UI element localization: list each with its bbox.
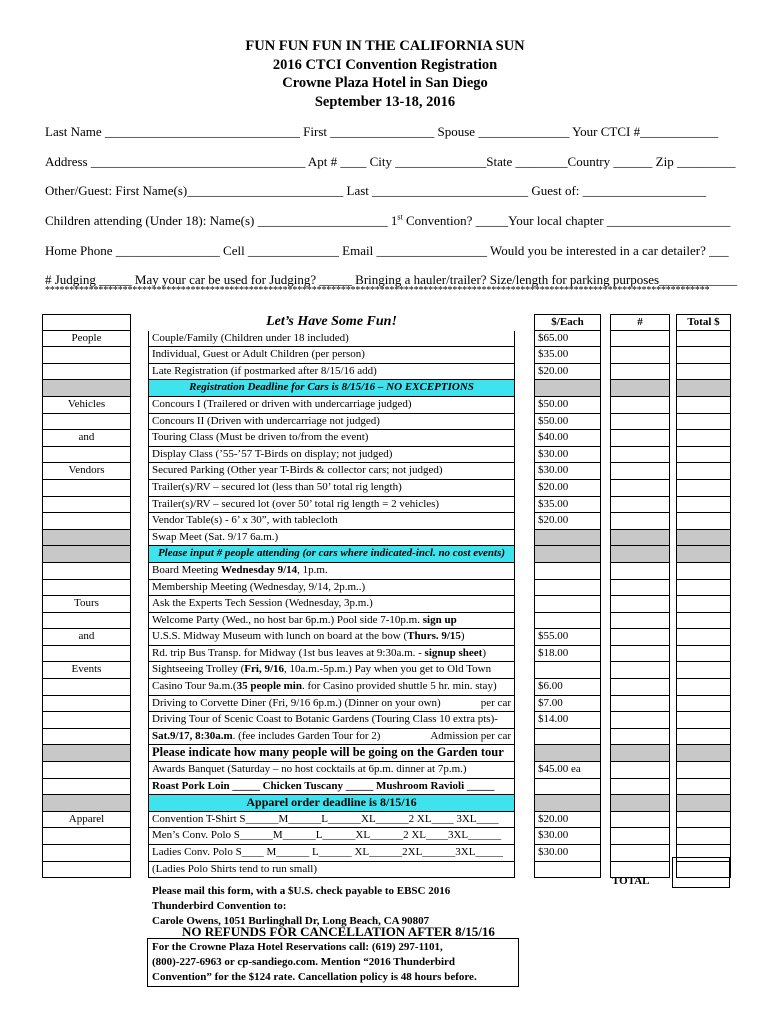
category-column [42, 314, 131, 878]
item-emphasis: Fri, 9/16 [244, 663, 285, 676]
price-cell: $30.00 [534, 463, 601, 480]
total-cell[interactable] [676, 729, 731, 746]
mail-instructions [152, 884, 450, 929]
category-cell [42, 613, 131, 630]
item-row [148, 812, 515, 829]
total-cell[interactable] [676, 712, 731, 729]
form-title [0, 37, 770, 111]
count-cell[interactable] [610, 596, 670, 613]
item-emphasis: Sat.9/17, 8:30a.m [152, 729, 233, 742]
item-text: Swap Meet (Sat. 9/17 6a.m.) [152, 530, 279, 543]
name-fields[interactable]: Last Name ______________________________ First ________________ Spouse ______________ Your CTCI #____________ [45, 124, 719, 139]
item-text: Welcome Party (Wed., no host bar 6p.m.) Pool side 7-10p.m. [152, 613, 423, 626]
price-cell [534, 613, 601, 630]
price-cell: $50.00 [534, 397, 601, 414]
item-text: Display Class (’55-’57 T-Birds on display; not judged) [152, 447, 393, 460]
total-cell[interactable] [676, 679, 731, 696]
category-cell [42, 414, 131, 431]
total-header: Total $ [676, 314, 731, 331]
count-cell[interactable] [610, 331, 670, 348]
count-cell[interactable] [610, 629, 670, 646]
item-row [148, 745, 515, 762]
count-cell[interactable] [610, 414, 670, 431]
category-cell: Vendors [42, 463, 131, 480]
price-cell [534, 546, 601, 563]
count-cell[interactable] [610, 779, 670, 796]
item-text: Ladies Conv. Polo S____ M______ L______ XL______2XL______3XL_____ [152, 846, 503, 858]
item-text-tail: ) [460, 630, 465, 643]
item-text: Couple/Family (Children under 18 included) [152, 331, 349, 344]
item-emphasis: signup sheet [424, 646, 483, 659]
table-heading: Let’s Have Some Fun! [266, 314, 397, 329]
item-row [148, 613, 515, 630]
item-text: Please input # people attending (or cars where indicated-incl. no cost events) [157, 547, 506, 560]
category-cell [42, 347, 131, 364]
category-cell [42, 447, 131, 464]
category-cell [42, 380, 131, 397]
item-row [148, 430, 515, 447]
item-text: Trailer(s)/RV – secured lot (less than 50’ total rig length) [152, 480, 402, 493]
item-row [148, 845, 515, 862]
guest-fields[interactable]: Other/Guest: First Name(s)________________________ Last ________________________ Guest of: ___________________ [45, 183, 707, 198]
count-column[interactable] [610, 314, 670, 878]
mail-line-2: Thunderbird Convention to: [152, 900, 287, 912]
description-column [148, 314, 515, 878]
address-fields[interactable]: Address _________________________________ Apt # ____ City ______________State ________Country ______ Zip _________ [45, 154, 736, 169]
no-refunds-notice: NO REFUNDS FOR CANCELLATION AFTER 8/15/16 [182, 924, 495, 939]
total-cell[interactable] [676, 447, 731, 464]
item-text: Awards Banquet (Saturday – no host cocktails at 6p.m. dinner at 7p.m.) [152, 763, 467, 776]
total-cell[interactable] [676, 397, 731, 414]
item-text-tail: ) [482, 646, 486, 659]
category-cell [42, 712, 131, 729]
total-cell[interactable] [676, 414, 731, 431]
total-cell[interactable] [676, 364, 731, 381]
item-row [148, 646, 515, 663]
total-cell[interactable] [676, 563, 731, 580]
title-line-3: Crowne Plaza Hotel in San Diego [282, 75, 488, 91]
count-cell[interactable] [610, 613, 670, 630]
price-column [534, 314, 601, 878]
item-text: Sightseeing Trolley ( [152, 663, 245, 676]
item-row [148, 696, 515, 713]
count-cell[interactable] [610, 347, 670, 364]
total-cell[interactable] [676, 828, 731, 845]
item-text: Individual, Guest or Adult Children (per person) [152, 348, 365, 361]
price-cell: $35.00 [534, 347, 601, 364]
item-emphasis: Thurs. 9/15 [407, 630, 461, 643]
category-cell: Apparel [42, 812, 131, 829]
item-text-tail: . (fee includes Garden Tour for 2) [232, 729, 381, 742]
category-cell [42, 828, 131, 845]
item-text: Please indicate how many people will be going on the Garden tour [152, 745, 504, 760]
count-cell[interactable] [610, 679, 670, 696]
item-row [148, 828, 515, 845]
title-line-1: FUN FUN FUN IN THE CALIFORNIA SUN [245, 38, 525, 54]
count-cell[interactable] [610, 513, 670, 530]
category-cell [42, 862, 131, 879]
total-cell[interactable] [676, 463, 731, 480]
item-row [148, 563, 515, 580]
total-cell[interactable] [676, 347, 731, 364]
item-row [148, 795, 515, 812]
total-cell[interactable] [676, 662, 731, 679]
item-row [148, 447, 515, 464]
category-cell: Tours [42, 596, 131, 613]
count-cell[interactable] [610, 828, 670, 845]
category-header-cell [42, 314, 131, 331]
category-cell [42, 480, 131, 497]
item-text: Men’s Conv. Polo S______M______L______XL______2 XL____3XL______ [152, 829, 502, 842]
price-cell [534, 580, 601, 597]
item-row [148, 580, 515, 597]
category-cell [42, 546, 131, 563]
price-cell: $65.00 [534, 331, 601, 348]
count-cell[interactable] [610, 364, 670, 381]
category-cell [42, 696, 131, 713]
category-cell [42, 679, 131, 696]
item-text: Driving to Corvette Diner (Fri, 9/16 6p.m.) (Dinner on your own) [152, 696, 441, 709]
item-row [148, 596, 515, 613]
item-text: Late Registration (if postmarked after 8/15/16 add) [152, 364, 377, 377]
price-cell [534, 596, 601, 613]
item-row [148, 729, 515, 746]
mail-line-3: Carole Owens, 1051 Burlinghall Dr, Long Beach, CA 90807 [152, 915, 430, 927]
item-text-tail: , 1p.m. [297, 563, 328, 576]
item-text-tail: . for Casino provided shuttle 5 hr. min. stay) [301, 680, 497, 693]
total-label: TOTAL [612, 875, 650, 887]
hotel-reservation-box [147, 938, 519, 987]
category-cell: and [42, 430, 131, 447]
category-cell [42, 580, 131, 597]
count-cell[interactable] [610, 712, 670, 729]
price-cell: $30.00 [534, 447, 601, 464]
item-right-note: Admission per car [430, 729, 511, 742]
item-text: Roast Pork Loin _____ Chicken Tuscany _____ Mushroom Ravioli _____ [152, 779, 495, 792]
price-cell: $20.00 [534, 364, 601, 381]
title-line-4: September 13-18, 2016 [314, 93, 456, 110]
count-cell[interactable] [610, 480, 670, 497]
judging-fields[interactable]: # Judging _____ May your car be used for Judging? _____ Bringing a hauler/trailer? Size/length for parking purposes____________ [45, 272, 738, 287]
total-cell[interactable] [676, 380, 731, 397]
item-row [148, 530, 515, 547]
item-text: Touring Class (Must be driven to/from the event) [152, 431, 369, 444]
category-cell: People [42, 331, 131, 348]
item-emphasis: 35 people min [236, 680, 302, 693]
hotel-line-3: Convention” for the $124 rate. Cancellation policy is 48 hours before. [152, 971, 477, 983]
item-text: Driving Tour of Scenic Coast to Botanic Gardens (Touring Class 10 extra pts)- [152, 713, 498, 726]
price-cell: $14.00 [534, 712, 601, 729]
children-fields[interactable] [45, 213, 730, 229]
price-cell: $20.00 [534, 513, 601, 530]
item-text: Apparel order deadline is 8/15/16 [246, 795, 417, 810]
count-cell[interactable] [610, 447, 670, 464]
total-cell[interactable] [676, 497, 731, 514]
price-cell: $45.00 ea [534, 762, 601, 779]
total-cell[interactable] [676, 646, 731, 663]
item-text: Casino Tour 9a.m.( [152, 680, 237, 693]
item-row [148, 463, 515, 480]
item-row [148, 364, 515, 381]
count-cell[interactable] [610, 662, 670, 679]
item-row [148, 629, 515, 646]
total-cell[interactable] [676, 580, 731, 597]
price-cell: $30.00 [534, 828, 601, 845]
total-cell[interactable] [676, 430, 731, 447]
price-cell: $50.00 [534, 414, 601, 431]
category-cell [42, 497, 131, 514]
price-cell: $35.00 [534, 497, 601, 514]
price-cell: $6.00 [534, 679, 601, 696]
item-text: Secured Parking (Other year T-Birds & collector cars; not judged) [152, 464, 443, 477]
item-text-tail: , 10a.m.-5p.m.) Pay when you get to Old Town [284, 663, 492, 676]
item-row [148, 497, 515, 514]
item-row [148, 380, 515, 397]
category-cell: and [42, 629, 131, 646]
count-header: # [610, 314, 670, 331]
total-cell[interactable] [676, 762, 731, 779]
price-cell: $20.00 [534, 812, 601, 829]
item-text: Trailer(s)/RV – secured lot (over 50’ total rig length = 2 vehicles) [152, 497, 440, 510]
item-row [148, 513, 515, 530]
count-cell[interactable] [610, 563, 670, 580]
category-cell [42, 513, 131, 530]
item-text: Ask the Experts Tech Session (Wednesday, 3p.m.) [152, 597, 373, 610]
category-cell [42, 762, 131, 779]
category-cell: Vehicles [42, 397, 131, 414]
item-row [148, 662, 515, 679]
item-row [148, 712, 515, 729]
item-text: Rd. trip Bus Transp. for Midway (1st bus leaves at 9:30a.m. - [152, 646, 425, 659]
total-cell[interactable] [676, 812, 731, 829]
total-cell[interactable] [676, 530, 731, 547]
category-cell [42, 779, 131, 796]
total-cell[interactable] [676, 629, 731, 646]
price-cell [534, 530, 601, 547]
category-cell [42, 795, 131, 812]
price-cell [534, 563, 601, 580]
item-text: Membership Meeting (Wednesday, 9/14, 2p.m..) [152, 580, 366, 593]
price-header: $/Each [534, 314, 601, 331]
total-cell[interactable] [676, 779, 731, 796]
item-text: Registration Deadline for Cars is 8/15/16 – NO EXCEPTIONS [189, 381, 474, 394]
total-cell[interactable] [676, 596, 731, 613]
hotel-line-2: (800)-227-6963 or cp-sandiego.com. Mention “2016 Thunderbird [152, 956, 456, 968]
price-cell [534, 745, 601, 762]
category-cell [42, 845, 131, 862]
price-cell: $40.00 [534, 430, 601, 447]
price-cell: $55.00 [534, 629, 601, 646]
item-text: U.S.S. Midway Museum with lunch on board at the bow ( [152, 630, 408, 643]
item-right-note: per car [480, 696, 511, 709]
item-row [148, 347, 515, 364]
price-cell [534, 795, 601, 812]
category-cell [42, 530, 131, 547]
count-cell[interactable] [610, 696, 670, 713]
count-cell[interactable] [610, 795, 670, 812]
item-row [148, 679, 515, 696]
item-text: Concours II (Driven with undercarriage not judged) [152, 414, 380, 427]
item-text: Convention T-Shirt S______M______L______XL______2 XL____ 3XL____ [152, 812, 499, 825]
item-row [148, 546, 515, 563]
item-row [148, 779, 515, 796]
price-cell [534, 380, 601, 397]
count-cell[interactable] [610, 812, 670, 829]
mail-line-1: Please mail this form, with a $U.S. check payable to EBSC 2016 [152, 885, 451, 897]
total-cell[interactable] [676, 480, 731, 497]
item-row [148, 862, 515, 879]
price-cell: $30.00 [534, 845, 601, 862]
price-cell: $7.00 [534, 696, 601, 713]
count-cell[interactable] [610, 845, 670, 862]
total-cell[interactable] [676, 546, 731, 563]
price-cell [534, 862, 601, 879]
total-box[interactable] [672, 857, 730, 888]
count-cell[interactable] [610, 397, 670, 414]
item-emphasis: sign up [422, 613, 457, 626]
total-column[interactable] [676, 314, 731, 878]
count-cell[interactable] [610, 463, 670, 480]
item-text: Concours I (Trailered or driven with undercarriage judged) [152, 397, 412, 410]
price-cell: $18.00 [534, 646, 601, 663]
item-row [148, 397, 515, 414]
count-cell[interactable] [610, 430, 670, 447]
price-cell: $20.00 [534, 480, 601, 497]
category-cell [42, 729, 131, 746]
count-cell[interactable] [610, 762, 670, 779]
total-cell[interactable] [676, 613, 731, 630]
title-line-2: 2016 CTCI Convention Registration [272, 56, 498, 73]
count-cell[interactable] [610, 745, 670, 762]
category-cell [42, 646, 131, 663]
total-cell[interactable] [676, 795, 731, 812]
item-row [148, 480, 515, 497]
price-cell [534, 779, 601, 796]
total-cell[interactable] [676, 513, 731, 530]
item-text: Vendor Table(s) - 6’ x 30”, with tablecloth [152, 514, 338, 527]
category-cell [42, 745, 131, 762]
separator-stars: ***************************************************************************************************************************************** [45, 285, 710, 296]
total-cell[interactable] [676, 696, 731, 713]
count-cell[interactable] [610, 729, 670, 746]
item-row [148, 414, 515, 431]
first-superscript: st [397, 212, 403, 222]
item-row [148, 331, 515, 348]
category-cell [42, 563, 131, 580]
category-cell [42, 364, 131, 381]
phone-fields[interactable]: Home Phone ________________ Cell ______________ Email _________________ Would you be interested in a car detailer? ___ [45, 243, 729, 258]
price-cell [534, 662, 601, 679]
total-cell[interactable] [676, 331, 731, 348]
price-cell [534, 729, 601, 746]
hotel-line-1: For the Crowne Plaza Hotel Reservations call: (619) 297-1101, [152, 941, 443, 953]
category-cell: Events [42, 662, 131, 679]
total-cell[interactable] [676, 745, 731, 762]
chapter-label: Convention? _____Your local chapter ___________________ [402, 213, 731, 228]
count-cell[interactable] [610, 546, 670, 563]
count-cell[interactable] [610, 530, 670, 547]
count-cell[interactable] [610, 497, 670, 514]
children-label: Children attending (Under 18): Name(s) ____________________ 1 [45, 213, 398, 228]
item-text: Board Meeting [152, 563, 222, 576]
item-row [148, 762, 515, 779]
count-cell[interactable] [610, 380, 670, 397]
item-text: (Ladies Polo Shirts tend to run small) [152, 862, 317, 875]
count-cell[interactable] [610, 580, 670, 597]
item-emphasis: Wednesday 9/14 [221, 563, 298, 576]
count-cell[interactable] [610, 646, 670, 663]
